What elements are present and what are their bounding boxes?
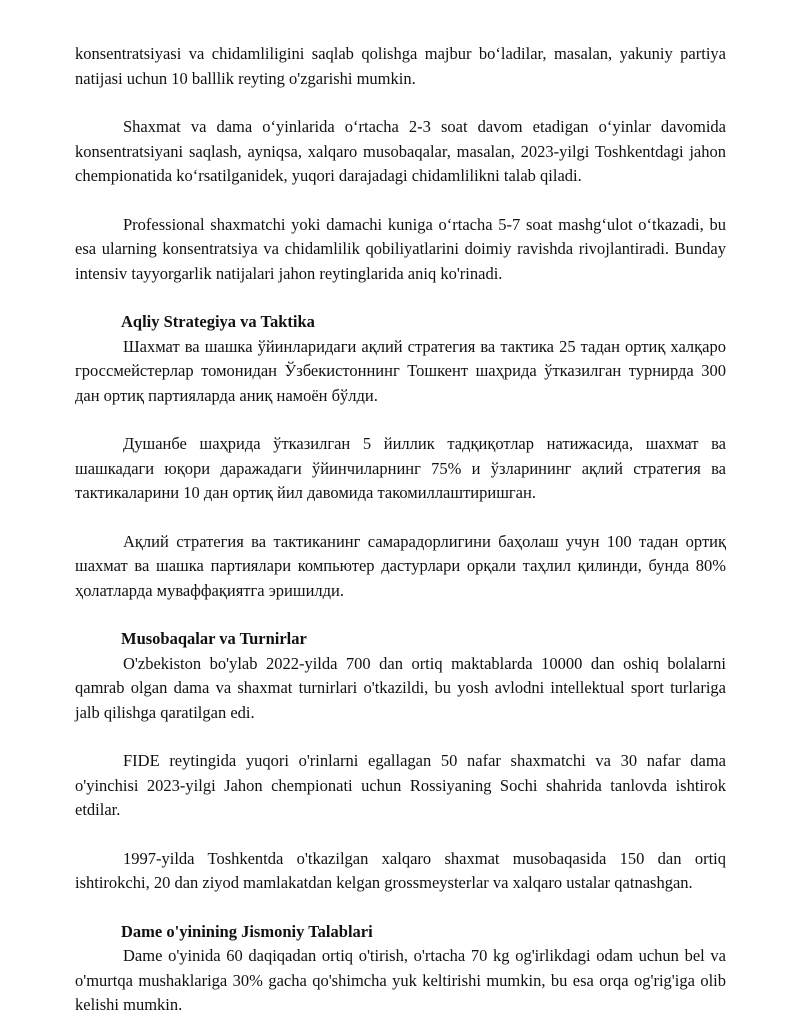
paragraph-dushanbe-research: Душанбе шаҳрида ўтказилган 5 йиллик тадқиқотлар натижасида, шахмат ва шашкадаги юқори даражадаги ўйинчиларнинг 75% и ўзларининг ақлий стратегия ва тактикаларини 10 дан ортиқ йил давомида такомиллаштиришган.: [75, 434, 726, 502]
paragraph-school-tournaments: O'zbekiston bo'ylab 2022-yilda 700 dan ortiq maktablarda 10000 dan oshiq bolalarni qamrab olgan dama va shaxmat turnirlari o'tkazildi, bu yosh avlodni intellektual sport turlariga jalb qilishga qaratilgan edi.: [75, 653, 726, 722]
paragraph-computer-analysis: Ақлий стратегия ва тактиканинг самарадорлигини баҳолаш учун 100 тадан ортиқ шахмат ва шашка партиялари компьютер дастурлари орқали таҳлил қилинди, бунда 80% ҳолатларда муваффақиятга эришилди.: [75, 531, 726, 600]
paragraph-sitting-load: Dame o'yinida 60 daqiqadan ortiq o'tirish, o'rtacha 70 kg og'irlikdagi odam uchun bel va o'murtqa mushaklariga 30% gacha qo'shimcha yuk keltirishi mumkin, bu esa orqa og'rig'iga olib kelishi mumkin.: [75, 946, 726, 1014]
paragraph-concentration-intro: konsentratsiyasi va chidamliligini saqlab qolishga majbur bo‘ladilar, masalan, yakuniy partiya natijasi uchun 10 balllik reyting o'zgarishi mumkin.: [75, 44, 726, 88]
paragraph-game-duration: Shaxmat va dama o‘yinlarida o‘rtacha 2-3 soat davom etadigan o‘yinlar davomida konsentratsiyani saqlash, ayniqsa, xalqaro musobaqalar, masalan, 2023-yilgi Toshkentdagi jahon chempionatida ko‘rsatilganidek, yuqori darajadagi chidamlilikni talab qiladi.: [75, 117, 726, 185]
section-heading-competitions: Musobaqalar va Turnirlar: [121, 629, 307, 648]
paragraph-grandmasters-tournament: Шахмат ва шашка ўйинларидаги ақлий стратегия ва тактика 25 тадан ортиқ халқаро гроссмейстерлар томонидан Ўзбекистоннинг Тошкент шаҳрида ўтказилган турнирда 300 дан ортиқ партияларда аниқ намоён бўлди.: [75, 336, 726, 405]
section-heading-physical: Dame o'yinining Jismoniy Talablari: [121, 921, 373, 941]
paragraph-1997-tournament: 1997-yilda Toshkentda o'tkazilgan xalqaro shaxmat musobaqasida 150 dan ortiq ishtirokchi, 20 dan ziyod mamlakatdan kelgan grossmeysterlar va xalqaro ustalar qatnashgan.: [75, 848, 726, 892]
section-heading-strategy: Aqliy Strategiya va Taktika: [121, 312, 315, 331]
paragraph-fide-rating: FIDE reytingida yuqori o'rinlarni egallagan 50 nafar shaxmatchi va 30 nafar dama o'yinchisi 2023-yilgi Jahon chempionati uchun Rossiyaning Sochi shahrida tanlovda ishtirok etdilar.: [75, 751, 726, 819]
paragraph-training-hours: Professional shaxmatchi yoki damachi kuniga o‘rtacha 5-7 soat mashg‘ulot o‘tkazadi, bu esa ularning konsentratsiya va chidamlilik qobiliyatlarini doimiy ravishda rivojlantiradi. Bunday intensiv tayyorgarlik natijalari jahon reytinglarida aniq ko'rinadi.: [75, 214, 726, 283]
